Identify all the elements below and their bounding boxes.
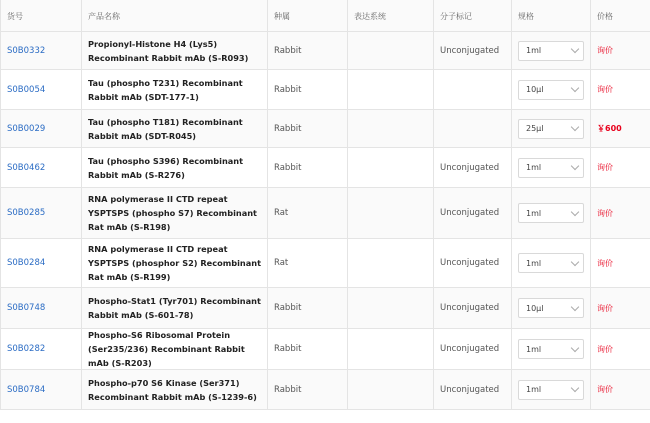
price-label[interactable]: 询价 <box>597 303 613 313</box>
product-name: Phospho-p70 S6 Kinase (Ser371) Recombinant Rabbit mAb (S-1239-6) <box>88 377 257 402</box>
chevron-down-icon <box>571 162 579 170</box>
spec-value: 1ml <box>526 344 542 354</box>
molecular-tag: Unconjugated <box>440 258 500 268</box>
chevron-down-icon <box>571 207 579 215</box>
host-species: Rabbit <box>274 84 302 95</box>
price-label[interactable]: 询价 <box>597 385 613 394</box>
chevron-down-icon <box>571 45 579 53</box>
price-label[interactable]: ￥600 <box>597 124 622 133</box>
chevron-down-icon <box>571 123 579 131</box>
header-price: 价格 <box>597 12 613 21</box>
spec-value: 1ml <box>526 163 542 172</box>
spec-select[interactable] <box>518 119 584 139</box>
product-code-link[interactable]: S0B0462 <box>7 162 46 173</box>
table-row <box>1 148 650 188</box>
product-name: RNA polymerase II CTD repeat YSPTSPS (phosphor S2) Recombinant Rat mAb (S-R199) <box>88 244 262 282</box>
table-header <box>1 0 650 32</box>
spec-value: 10μl <box>526 85 544 94</box>
product-name: Tau (phospho S396) Recombinant Rabbit mAb (S-R276) <box>88 155 244 180</box>
product-name: RNA polymerase II CTD repeat YSPTSPS (phospho S7) Recombinant Rat mAb (S-R198) <box>88 194 257 232</box>
product-name: Phospho-Stat1 (Tyr701) Recombinant Rabbit mAb (S-601-78) <box>88 296 261 320</box>
header-host: 种属 <box>268 0 348 31</box>
table-row <box>1 329 650 370</box>
spec-select[interactable] <box>518 80 584 100</box>
product-name: Propionyl-Histone H4 (Lys5) Recombinant Rabbit mAb (S-R093) <box>88 38 249 63</box>
price-label[interactable]: 询价 <box>597 163 613 172</box>
molecular-tag: Unconjugated <box>440 384 500 395</box>
chevron-down-icon <box>571 302 579 310</box>
table-row <box>1 110 650 148</box>
table-row <box>1 32 650 70</box>
spec-value: 1ml <box>526 208 542 218</box>
chevron-down-icon <box>571 343 579 351</box>
chevron-down-icon <box>571 384 579 392</box>
spec-select[interactable] <box>518 298 584 318</box>
price-label[interactable]: 询价 <box>597 46 613 55</box>
product-code-link[interactable]: S0B0284 <box>7 258 46 268</box>
product-code-link[interactable]: S0B0784 <box>7 384 46 395</box>
product-code-link[interactable]: S0B0029 <box>7 123 46 134</box>
molecular-tag: Unconjugated <box>440 45 500 56</box>
molecular-tag: Unconjugated <box>440 162 500 173</box>
header-name: 产品名称 <box>82 0 268 31</box>
header-spec: 规格 <box>512 0 591 31</box>
host-species: Rat <box>274 208 289 218</box>
header-code: 货号 <box>1 0 82 31</box>
price-label[interactable]: 询价 <box>597 208 613 218</box>
host-species: Rabbit <box>274 162 302 173</box>
price-label[interactable]: 询价 <box>597 85 613 94</box>
spec-select[interactable] <box>518 203 584 223</box>
host-species: Rabbit <box>274 344 302 354</box>
table-row <box>1 188 650 239</box>
table-row <box>1 370 650 410</box>
chevron-down-icon <box>571 257 579 265</box>
host-species: Rabbit <box>274 384 302 395</box>
product-name: Tau (phospho T181) Recombinant Rabbit mAb (SDT-R045) <box>88 116 243 141</box>
spec-value: 1ml <box>526 258 542 268</box>
spec-select[interactable] <box>518 158 584 178</box>
molecular-tag: Unconjugated <box>440 303 500 313</box>
product-name: Tau (phospho T231) Recombinant Rabbit mAb (SDT-177-1) <box>88 77 243 102</box>
host-species: Rat <box>274 258 289 268</box>
spec-select[interactable] <box>518 380 584 400</box>
table-row <box>1 288 650 329</box>
product-code-link[interactable]: S0B0282 <box>7 344 46 354</box>
host-species: Rabbit <box>274 45 302 56</box>
price-label[interactable]: 询价 <box>597 344 613 354</box>
spec-value: 25μl <box>526 124 544 133</box>
spec-select[interactable] <box>518 253 584 273</box>
spec-value: 1ml <box>526 385 542 394</box>
spec-value: 10μl <box>526 303 544 313</box>
host-species: Rabbit <box>274 303 302 313</box>
product-code-link[interactable]: S0B0285 <box>7 208 46 218</box>
product-code-link[interactable]: S0B0748 <box>7 303 46 313</box>
product-name: Phospho-S6 Ribosomal Protein (Ser235/236) Recombinant Rabbit mAb (S-R203) <box>88 330 245 368</box>
header-tag: 分子标记 <box>434 0 512 31</box>
price-label[interactable]: 询价 <box>597 258 613 268</box>
table-row <box>1 239 650 288</box>
spec-value: 1ml <box>526 46 542 55</box>
spec-select[interactable] <box>518 339 584 359</box>
product-code-link[interactable]: S0B0054 <box>7 84 46 95</box>
host-species: Rabbit <box>274 123 302 134</box>
chevron-down-icon <box>571 84 579 92</box>
molecular-tag: Unconjugated <box>440 344 500 354</box>
header-expression: 表达系统 <box>348 0 434 31</box>
table-row <box>1 70 650 110</box>
product-code-link[interactable]: S0B0332 <box>7 45 46 56</box>
spec-select[interactable] <box>518 41 584 61</box>
molecular-tag: Unconjugated <box>440 208 500 218</box>
